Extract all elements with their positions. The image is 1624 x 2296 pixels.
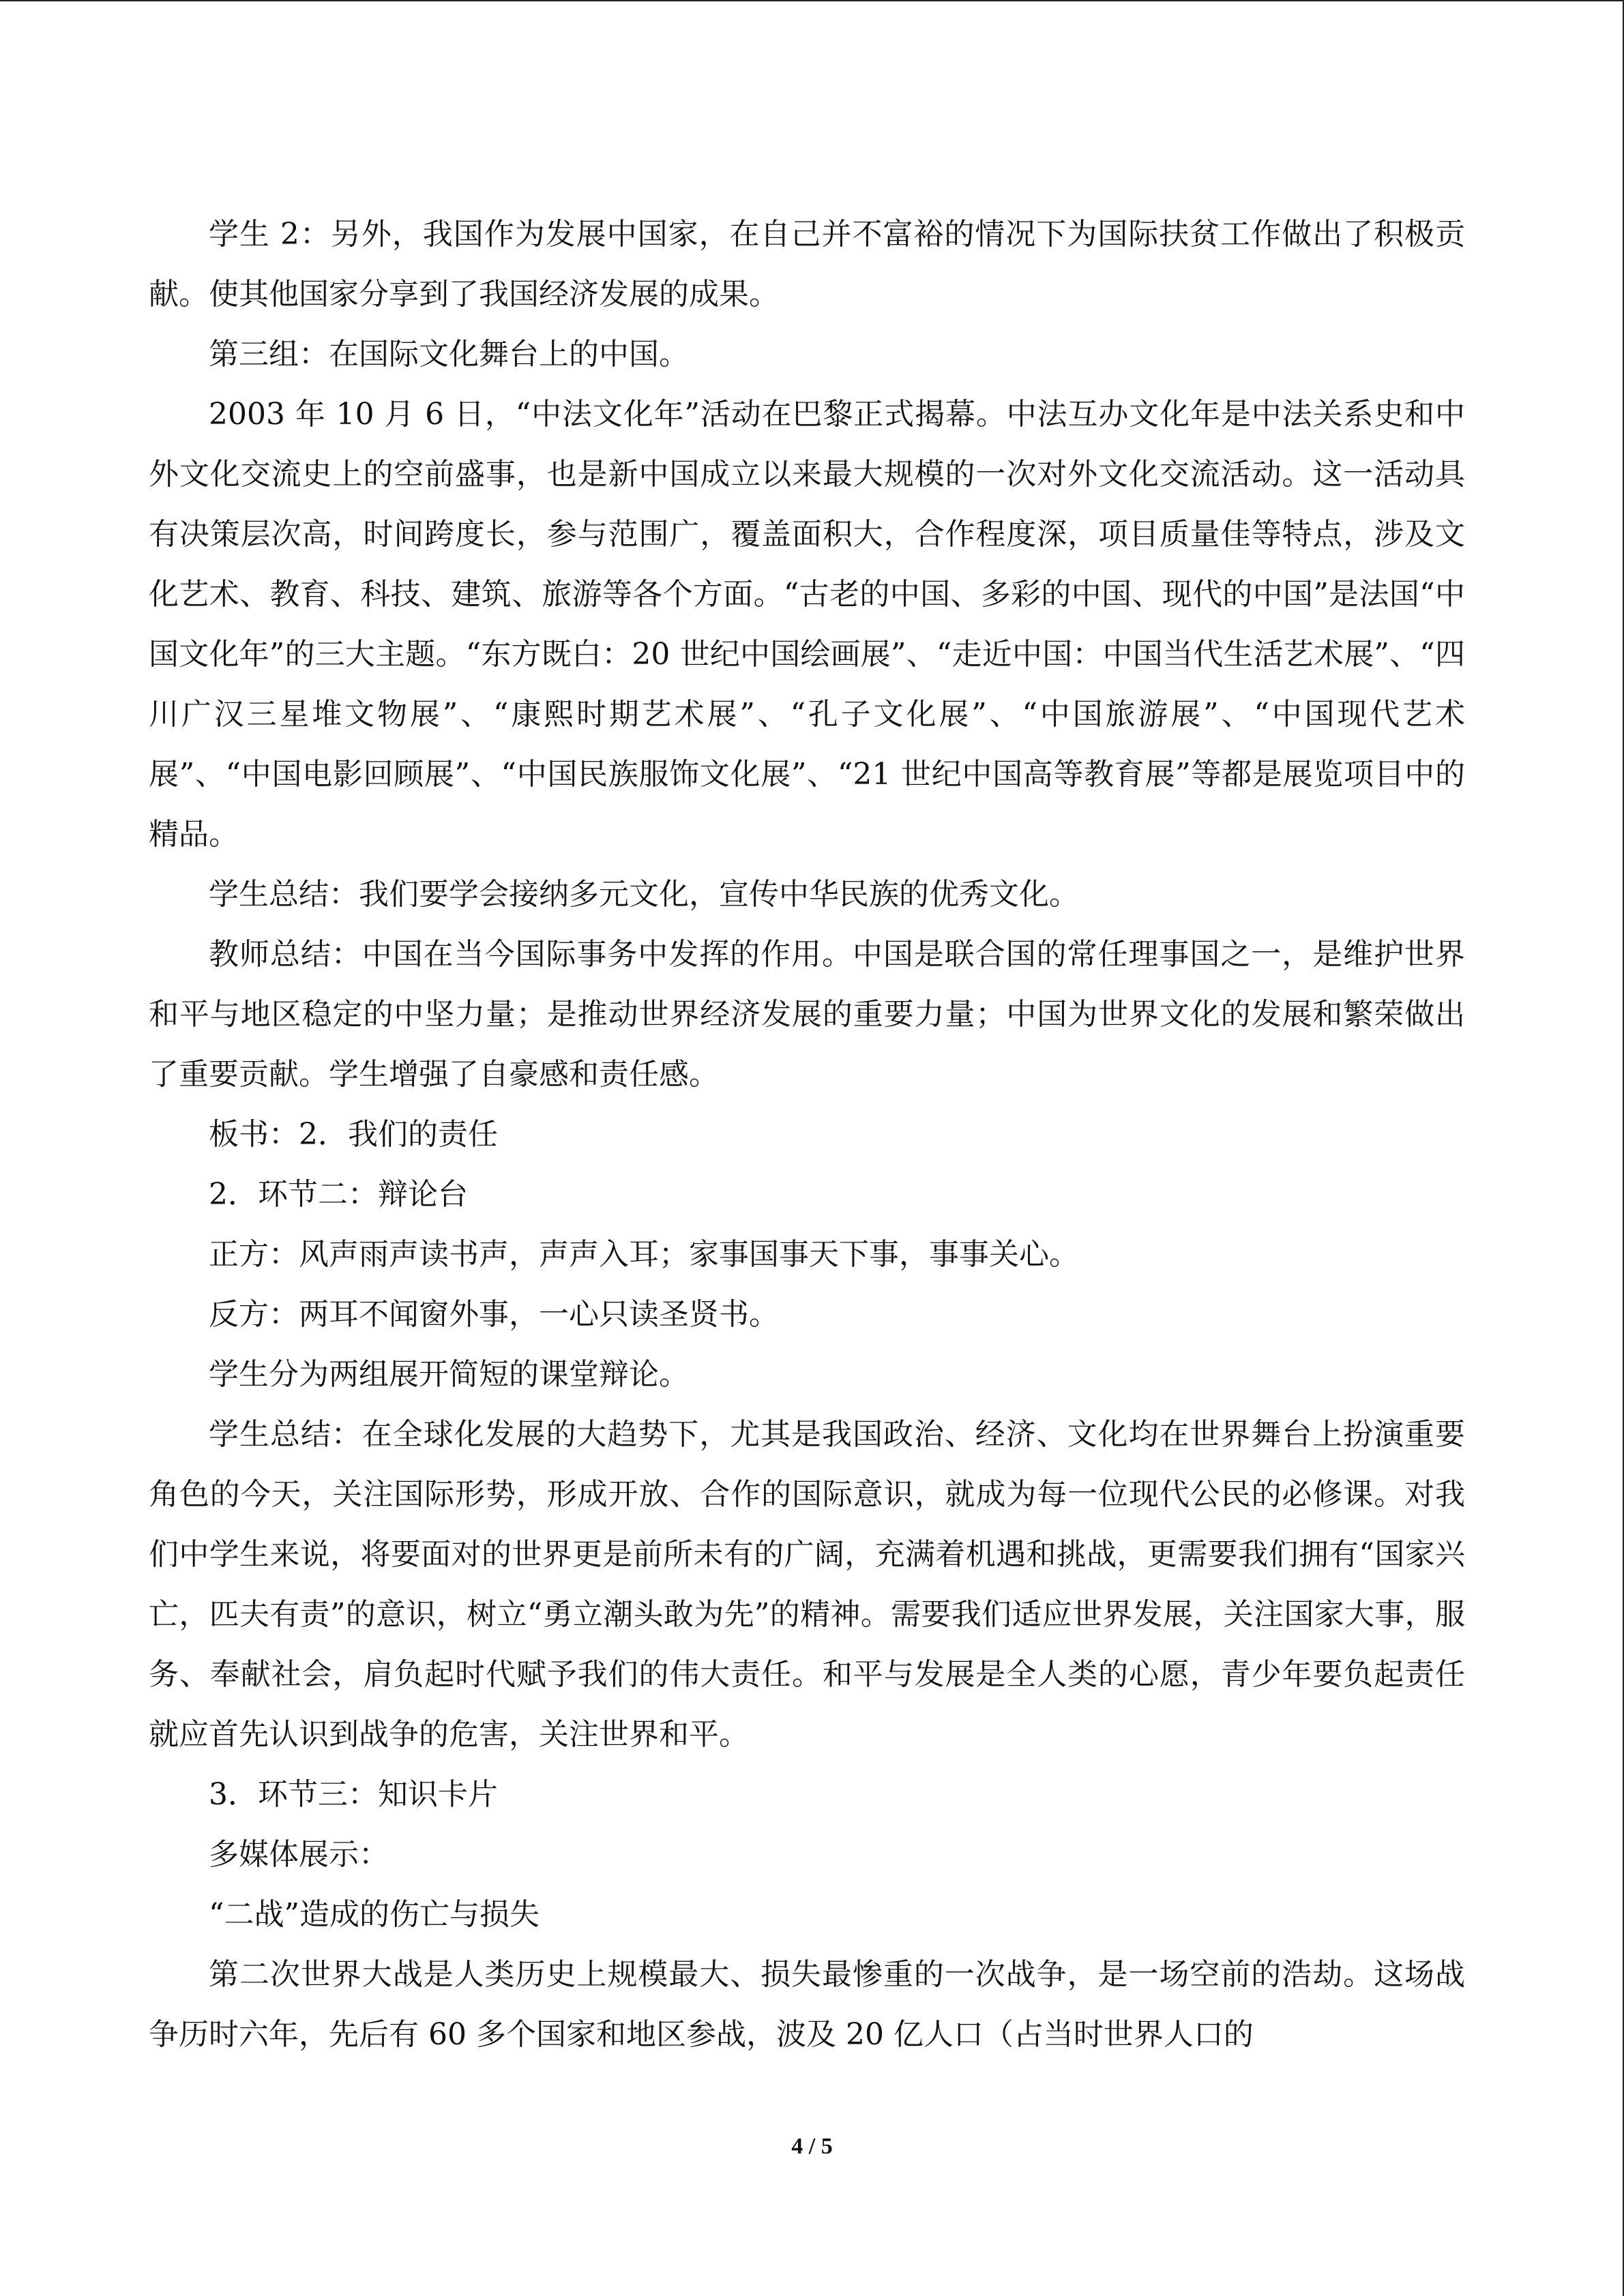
page-number: 4 / 5: [791, 2134, 833, 2159]
section-heading-knowledge-card: 3．环节三：知识卡片: [209, 1777, 498, 1812]
page-top-border: [0, 0, 1624, 1]
paragraph-ww2-description: 第二次世界大战是人类历史上规模最大、损失最惨重的一次战争，是一场空前的浩劫。这场战争历时六年，先后有 60 多个国家和地区参战，波及 20 亿人口（占当时世界人口的: [149, 1957, 1465, 2052]
paragraph-group-three: 第三组：在国际文化舞台上的中国。: [209, 337, 689, 372]
paragraph-student-summary-1: 学生总结：我们要学会接纳多元文化，宣传中华民族的优秀文化。: [209, 877, 1079, 912]
paragraph-negative-side: 反方：两耳不闻窗外事，一心只读圣贤书。: [209, 1297, 779, 1332]
paragraph-teacher-summary: 教师总结：中国在当今国际事务中发挥的作用。中国是联合国的常任理事国之一，是维护世界和平与地区稳定的中坚力量；是推动世界经济发展的重要力量；中国为世界文化的发展和繁荣做出了重要贡献。学生增强了自豪感和责任感。: [149, 937, 1465, 1092]
paragraph-multimedia: 多媒体展示：: [209, 1837, 389, 1872]
document-body: [149, 205, 1465, 2065]
paragraph-debate-groups: 学生分为两组展开简短的课堂辩论。: [209, 1357, 689, 1392]
paragraph-board-writing: 板书：2．我们的责任: [209, 1117, 498, 1152]
paragraph-affirmative-side: 正方：风声雨声读书声，声声入耳；家事国事天下事，事事关心。: [209, 1237, 1079, 1272]
paragraph-ww2-casualties-title: “二战”造成的伤亡与损失: [209, 1897, 540, 1932]
section-heading-debate: 2．环节二：辩论台: [209, 1177, 468, 1212]
paragraph-student-2: 学生 2：另外，我国作为发展中国家，在自己并不富裕的情况下为国际扶贫工作做出了积极贡献。使其他国家分享到了我国经济发展的成果。: [149, 217, 1465, 312]
paragraph-student-summary-2: 学生总结：在全球化发展的大趋势下，尤其是我国政治、经济、文化均在世界舞台上扮演重要角色的今天，关注国际形势，形成开放、合作的国际意识，就成为每一位现代公民的必修课。对我们中学生来说，将要面对的世界更是前所未有的广阔，充满着机遇和挑战，更需要我们拥有“国家兴亡，匹夫有责”的意识，树立“勇立潮头敢为先”的精神。需要我们适应世界发展，关注国家大事，服务、奉献社会，肩负起时代赋予我们的伟大责任。和平与发展是全人类的心愿，青少年要负起责任就应首先认识到战争的危害，关注世界和平。: [149, 1417, 1465, 1752]
paragraph-sino-french-culture-year: 2003 年 10 月 6 日，“中法文化年”活动在巴黎正式揭幕。中法互办文化年是中法关系史和中外文化交流史上的空前盛事，也是新中国成立以来最大规模的一次对外文化交流活动。这一活动具有决策层次高，时间跨度长，参与范围广，覆盖面积大，合作程度深，项目质量佳等特点，涉及文化艺术、教育、科技、建筑、旅游等各个方面。“古老的中国、多彩的中国、现代的中国”是法国“中国文化年”的三大主题。“东方既白：20 世纪中国绘画展”、“走近中国：中国当代生活艺术展”、“四川广汉三星堆文物展”、“康熙时期艺术展”、“孔子文化展”、“中国旅游展”、“中国现代艺术展”、“中国电影回顾展”、“中国民族服饰文化展”、“21 世纪中国高等教育展”等都是展览项目中的精品。: [149, 397, 1465, 852]
